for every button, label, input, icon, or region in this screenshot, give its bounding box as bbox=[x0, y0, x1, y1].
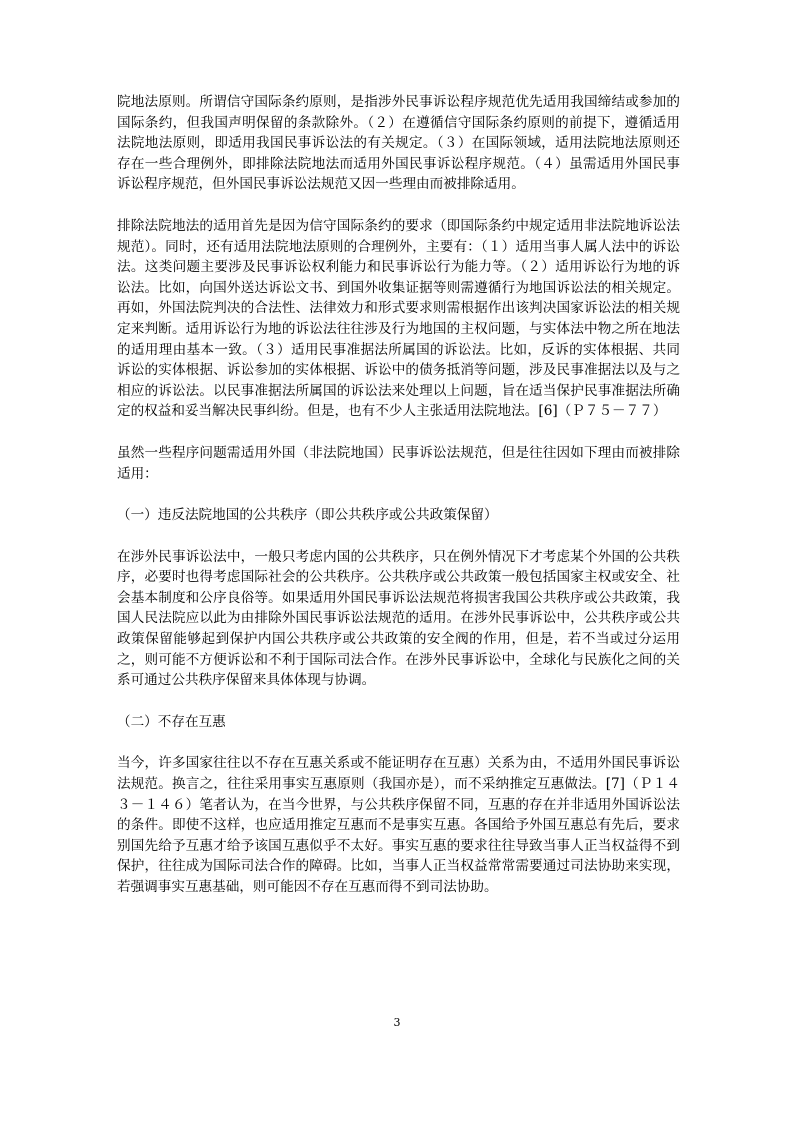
paragraph-1: 院地法原则。所谓信守国际条约原则，是指涉外民事诉讼程序规范优先适用我国缔结或参加的国际条约，但我国声明保留的条款除外。（２）在遵循信守国际条约原则的前提下，遵循适用法院地法原则，即适用我国民事诉讼法的有关规定。（３）在国际领域，适用法院地法原则还存在一些合理例外，即排除法院地法而适用外国民事诉讼程序规范。（４）虽需适用外国民事诉讼程序规范，但外国民事诉讼法规范又因一些理由而被排除适用。 bbox=[117, 94, 680, 193]
page-number: 3 bbox=[393, 1016, 401, 1029]
paragraph-5: 当今，许多国家往往以不存在互惠关系或不能证明存在互惠）关系为由，不适用外国民事诉讼法规范。换言之，往往采用事实互惠原则（我国亦是），而不采纳推定互惠做法。[7]（Ｐ１４３－１４６）笔者认为，在当今世界，与公共秩序保留不同，互惠的存在并非适用外国诉讼法的条件。即使不这样，也应适用推定互惠而不是事实互惠。各国给予外国互惠总有先后，要求别国先给予互惠才给予该国互惠似乎不太好。事实互惠的要求往往导致当事人正当权益得不到保护，往往成为国际司法合作的障碍。比如，当事人正当权益常常需要通过司法协助来实现，若强调事实互惠基础，则可能因不存在互惠而得不到司法协助。 bbox=[117, 755, 680, 895]
section-heading-2: （二）不存在互惠 bbox=[117, 713, 226, 730]
section-heading-1: （一）违反法院地国的公共秩序（即公共秩序或公共政策保留） bbox=[117, 507, 498, 524]
document-body bbox=[117, 92, 680, 898]
paragraph-2: 排除法院地法的适用首先是因为信守国际条约的要求（即国际条约中规定适用非法院地诉讼法规范）。同时，还有适用法院地法原则的合理例外，主要有：（１）适用当事人属人法中的诉讼法。这类问题主要涉及民事诉讼权利能力和民事诉讼行为能力等。（２）适用诉讼行为地的诉讼法。比如，向国外送达诉讼文书、到国外收集证据等则需遵循行为地国诉讼法的相关规定。再如，外国法院判决的合法性、法律效力和形式要求则需根据作出该判决国家诉讼法的相关规定来判断。适用诉讼行为地的诉讼法往往涉及行为地国的主权问题，与实体法中物之所在地法的适用理由基本一致。（３）适用民事准据法所属国的诉讼法。比如，反诉的实体根据、共同诉讼的实体根据、诉讼参加的实体根据、诉讼中的债务抵消等问题，涉及民事准据法以及与之相应的诉讼法。以民事准据法所属国的诉讼法来处理以上问题，旨在适当保护民事准据法所确定的权益和妥当解决民事纠纷。但是，也有不少人主张适用法院地法。[6]（Ｐ７５－７７） bbox=[117, 217, 680, 420]
paragraph-3: 虽然一些程序问题需适用外国（非法院地国）民事诉讼法规范，但是往往因如下理由而被排除适用： bbox=[117, 444, 680, 482]
paragraph-4: 在涉外民事诉讼法中，一般只考虑内国的公共秩序，只在例外情况下才考虑某个外国的公共秩序，必要时也得考虑国际社会的公共秩序。公共秩序或公共政策一般包括国家主权或安全、社会基本制度和公序良俗等。如果适用外国民事诉讼法规范将损害我国公共秩序或公共政策，我国人民法院应以此为由排除外国民事诉讼法规范的适用。在涉外民事诉讼中，公共秩序或公共政策保留能够起到保护内国公共秩序或公共政策的安全阀的作用，但是，若不当或过分运用之，则可能不方便诉讼和不利于国际司法合作。在涉外民事诉讼中，全球化与民族化之间的关系可通过公共秩序保留来具体体现与协调。 bbox=[117, 548, 680, 689]
